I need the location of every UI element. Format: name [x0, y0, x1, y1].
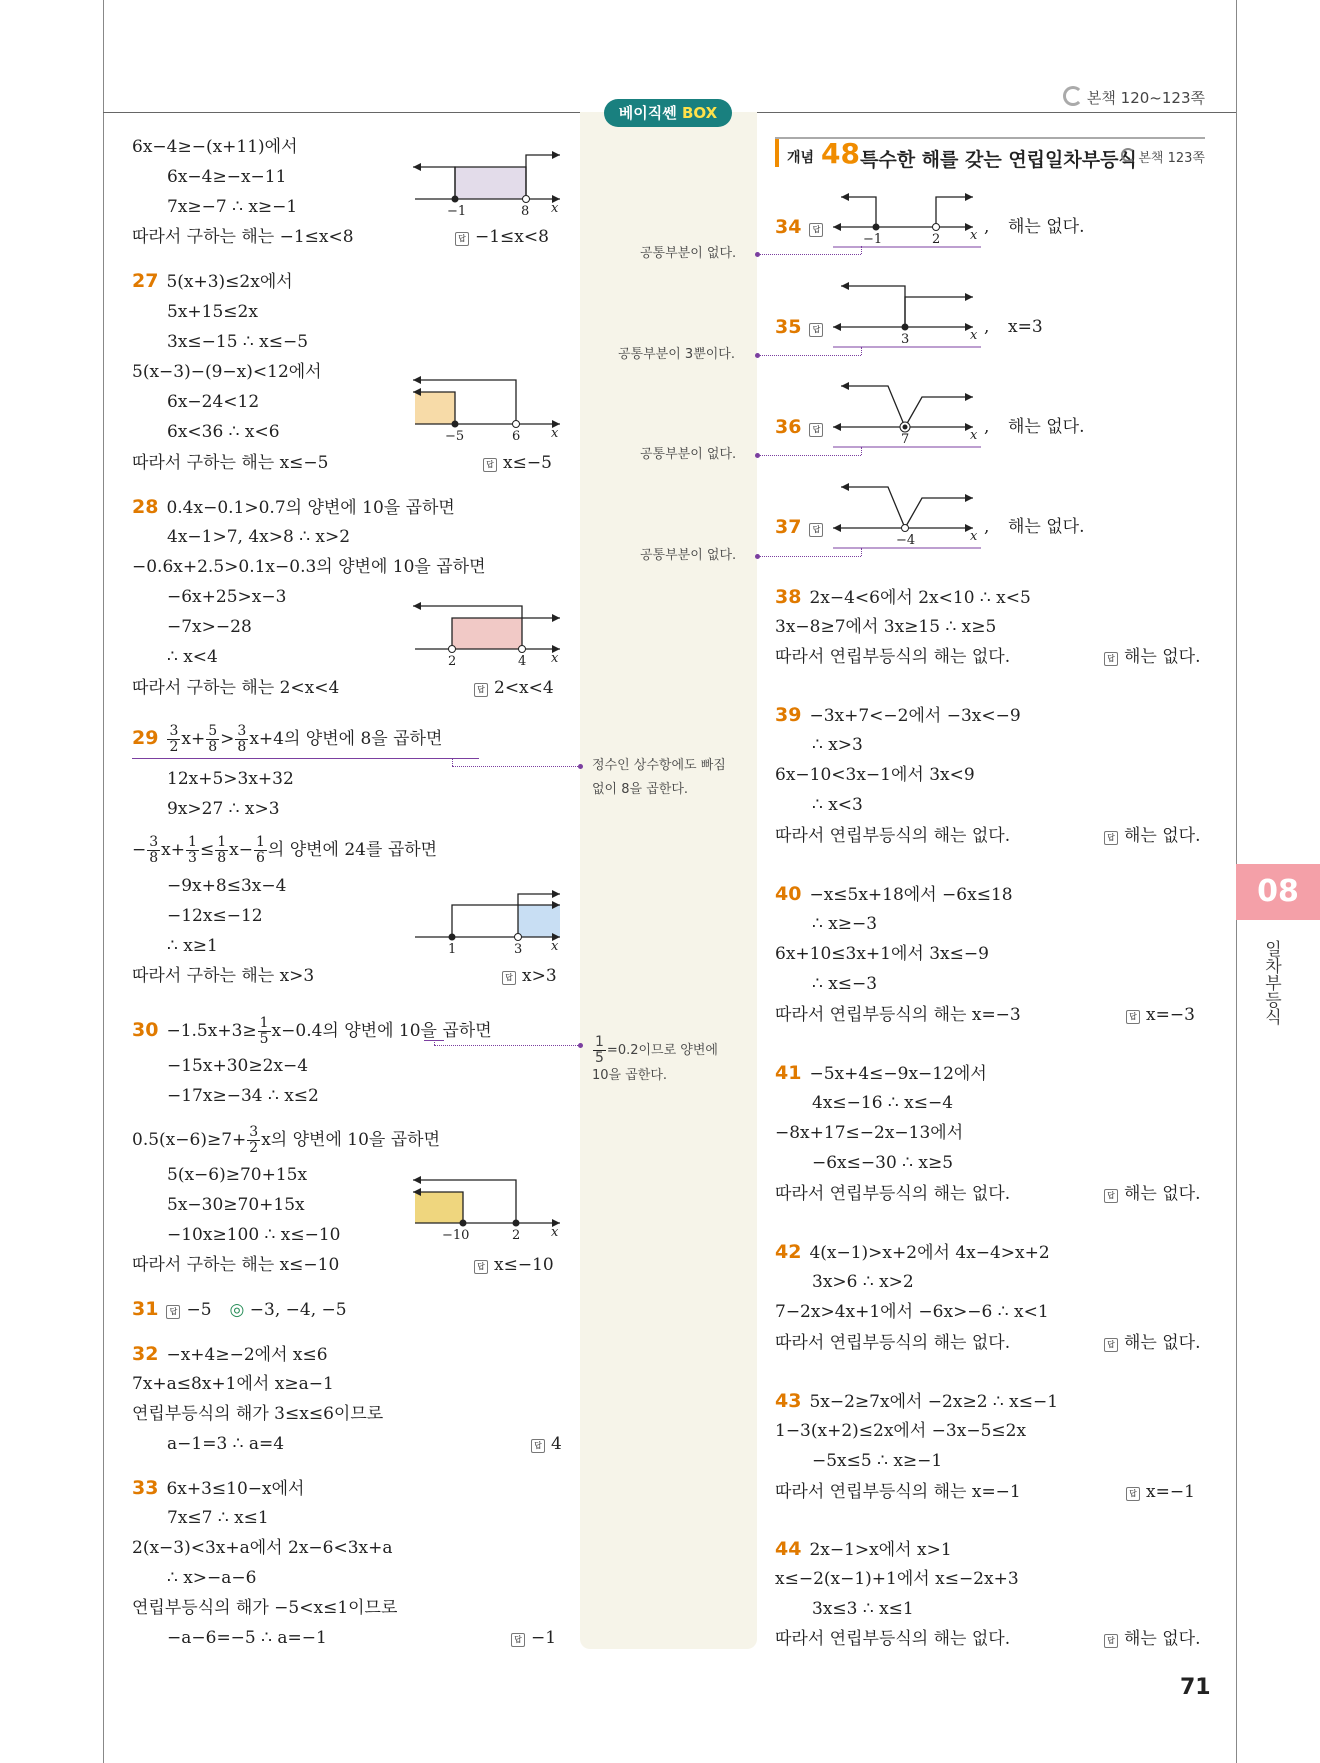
- line: 6x−24<12: [167, 392, 260, 412]
- fraction: $\frac{1}{3}$: [188, 834, 197, 866]
- line: − $\frac{3}{8}$ x+ $\frac{1}{3}$ ≤ $\frac{1}{8}$ x− $\frac{1}{6}$ 의 양변에 24를 곱하면: [132, 834, 438, 866]
- line: 7x≥−7 ∴ x≥−1: [167, 197, 298, 217]
- note-36: 공통부분이 없다.: [640, 447, 737, 462]
- fraction: $\frac{3}{2}$: [249, 1124, 259, 1156]
- problem-27: 27 5(x+3)≤2x에서: [132, 270, 293, 292]
- answer-29: 답 x>3: [502, 965, 557, 987]
- line: x≤−2(x−1)+1에서 x≤−2x+3: [775, 1569, 1019, 1589]
- line: 3x>6 ∴ x>2: [812, 1272, 914, 1292]
- basic-box-tag: 베이직쎈 BOX: [604, 99, 732, 127]
- axis-label: x: [551, 201, 559, 216]
- number-line-26: [415, 155, 565, 219]
- result-35: x=3: [1008, 317, 1043, 337]
- closed-dot: [513, 1220, 520, 1227]
- tick-label: 2: [932, 232, 941, 247]
- problem-37: 37 답: [775, 516, 829, 539]
- leader-line: [434, 1040, 435, 1045]
- line: ∴ x<4: [167, 647, 218, 667]
- note-30-line2: 10을 곱한다.: [592, 1068, 668, 1083]
- answer-32: 답 4: [531, 1433, 562, 1455]
- line: 6x<36 ∴ x<6: [167, 422, 280, 442]
- leader-line: [434, 1045, 578, 1046]
- axis-label: x: [551, 939, 559, 954]
- line: 6x−10<3x−1에서 3x<9: [775, 765, 975, 785]
- header-reference: 본책 120~123쪽: [1063, 86, 1205, 108]
- closed-dot: [903, 425, 908, 430]
- leader-line: [861, 548, 862, 556]
- line: 6x−4≥−x−11: [167, 167, 287, 187]
- line: 5x+15≤2x: [167, 302, 258, 322]
- problem-34: 34 답: [775, 216, 829, 239]
- tick-label: −1: [447, 204, 467, 219]
- concept-marker: [775, 139, 779, 167]
- concept-title: 특수한 해를 갖는 연립일차부등식: [860, 149, 1137, 171]
- number-line-28: [415, 602, 565, 667]
- closed-dot: [452, 196, 459, 203]
- note-35: 공통부분이 3뿐이다.: [618, 347, 735, 362]
- fraction: $\frac{1}{6}$: [255, 834, 265, 866]
- underline: [132, 758, 479, 759]
- axis-label: x: [970, 228, 978, 243]
- chapter-label: 일차부등식: [1261, 940, 1281, 1025]
- leader-line: [760, 355, 861, 356]
- line: 따라서 구하는 해는 2<x<4: [132, 678, 340, 698]
- side-note-column: [580, 112, 757, 1649]
- fraction: $\frac{1}{8}$: [217, 834, 227, 866]
- line: 따라서 구하는 해는 x>3: [132, 966, 315, 986]
- axis-label: x: [551, 651, 559, 666]
- problem-30: 30 −1.5x+3≥ $\frac{1}{5}$ x−0.4의 양변에 10을 곱하면: [132, 1015, 492, 1047]
- line: ∴ x>−a−6: [167, 1568, 257, 1588]
- line: 9x>27 ∴ x>3: [167, 799, 280, 819]
- answer-26: 답 −1≤x<8: [455, 226, 549, 248]
- fraction: $\frac{3}{8}$: [149, 834, 159, 866]
- tick-label: −5: [445, 429, 465, 444]
- line: 0.5(x−6)≥7+ $\frac{3}{2}$ x의 양변에 10을 곱하면: [132, 1124, 440, 1156]
- answer-44: 답 해는 없다.: [1104, 1628, 1201, 1650]
- result-34: 해는 없다.: [1008, 217, 1085, 237]
- leader-line: [861, 447, 862, 455]
- tick-label: 2: [512, 1228, 521, 1243]
- fraction: $\frac{3}{2}$: [169, 723, 179, 755]
- line: ∴ x≤−3: [812, 974, 878, 994]
- answer-41: 답 해는 없다.: [1104, 1183, 1201, 1205]
- note-37: 공통부분이 없다.: [640, 548, 737, 563]
- line: 5(x−3)−(9−x)<12에서: [132, 362, 322, 382]
- line: 1−3(x+2)≤2x에서 −3x−5≤2x: [775, 1421, 1027, 1441]
- comma: ,: [984, 417, 990, 437]
- answer-39: 답 해는 없다.: [1104, 825, 1201, 847]
- leader-line: [452, 766, 578, 767]
- comma: ,: [984, 317, 990, 337]
- line: a−1=3 ∴ a=4: [167, 1434, 285, 1454]
- leader-line: [760, 455, 861, 456]
- line: 6x−4≥−(x+11)에서: [132, 137, 298, 157]
- line: −15x+30≥2x−4: [167, 1056, 309, 1076]
- problem-36: 36 답: [775, 416, 829, 439]
- leader-line: [452, 758, 453, 766]
- solution-region: [452, 618, 522, 649]
- number-line-36: [833, 382, 993, 448]
- note-30-line1: $\frac{1}{5}$ =0.2이므로 양변에: [595, 1034, 718, 1066]
- note-29-line1: 정수인 상수항에도 빠짐: [592, 758, 726, 773]
- open-dot: [515, 934, 522, 941]
- line: −10x≥100 ∴ x≤−10: [167, 1225, 341, 1245]
- leader-line: [760, 556, 861, 557]
- open-dot: [523, 196, 530, 203]
- line: 3x≤−15 ∴ x≤−5: [167, 332, 309, 352]
- tick-label: 3: [514, 942, 523, 957]
- answer-38: 답 해는 없다.: [1104, 646, 1201, 668]
- line: 5(x−6)≥70+15x: [167, 1165, 308, 1185]
- tick-label: 6: [512, 429, 521, 444]
- line: ∴ x≥1: [167, 936, 218, 956]
- tick-label: −4: [896, 533, 916, 548]
- fraction: $\frac{3}{8}$: [237, 723, 247, 755]
- answer-42: 답 해는 없다.: [1104, 1332, 1201, 1354]
- tick-label: 8: [521, 204, 530, 219]
- line: 4x≤−16 ∴ x≤−4: [812, 1093, 954, 1113]
- problem-44: 44 2x−1>x에서 x>1: [775, 1538, 952, 1560]
- closed-dot: [449, 934, 456, 941]
- line: −6x+25>x−3: [167, 587, 287, 607]
- closed-dot: [902, 324, 909, 331]
- line: 따라서 연립부등식의 해는 x=−3: [775, 1005, 1021, 1025]
- leader-line: [861, 347, 862, 355]
- tick-label: −10: [442, 1228, 470, 1243]
- number-line-37: [833, 483, 993, 549]
- answer-30: 답 x≤−10: [474, 1254, 554, 1276]
- tick-label: 1: [448, 942, 457, 957]
- problem-40: 40 −x≤5x+18에서 −6x≤18: [775, 883, 1013, 905]
- problem-32: 32 −x+4≥−2에서 x≤6: [132, 1343, 328, 1365]
- tick-label: 2: [448, 654, 457, 669]
- axis-label: x: [970, 328, 978, 343]
- problem-42: 42 4(x−1)>x+2에서 4x−4>x+2: [775, 1241, 1050, 1263]
- solution-region: [415, 392, 455, 424]
- left-margin-line: [103, 0, 104, 1763]
- result-37: 해는 없다.: [1008, 517, 1085, 537]
- note-bullet: [578, 1043, 583, 1048]
- line: −17x≥−34 ∴ x≤2: [167, 1086, 319, 1106]
- solution-region: [455, 167, 526, 199]
- line: −5x≤5 ∴ x≥−1: [812, 1451, 943, 1471]
- note-29-line2: 없이 8을 곱한다.: [592, 782, 689, 797]
- number-line-27: [415, 380, 565, 444]
- problem-41: 41 −5x+4≤−9x−12에서: [775, 1062, 987, 1084]
- problem-38: 38 2x−4<6에서 2x<10 ∴ x<5: [775, 586, 1031, 608]
- line: 따라서 연립부등식의 해는 없다.: [775, 1184, 1011, 1204]
- open-dot: [513, 421, 520, 428]
- line: 따라서 구하는 해는 −1≤x<8: [132, 227, 354, 247]
- line: 12x+5>3x+32: [167, 769, 294, 789]
- note-34: 공통부분이 없다.: [640, 246, 737, 261]
- problem-43: 43 5x−2≥7x에서 −2x≥2 ∴ x≤−1: [775, 1390, 1059, 1412]
- line: 따라서 구하는 해는 x≤−10: [132, 1255, 340, 1275]
- fraction: $\frac{5}{8}$: [208, 723, 218, 755]
- tick-label: 7: [901, 432, 910, 447]
- number-line-30: [415, 1176, 565, 1241]
- axis-label: x: [551, 426, 559, 441]
- line: 연립부등식의 해가 3≤x≤6이므로: [132, 1404, 384, 1424]
- solution-region: [415, 1192, 463, 1223]
- note-bullet: [578, 764, 583, 769]
- line: −7x>−28: [167, 617, 252, 637]
- number-line-34: [833, 193, 993, 248]
- number-line-35: [833, 282, 993, 348]
- line: 2(x−3)<3x+a에서 2x−6<3x+a: [132, 1538, 393, 1558]
- open-dot: [519, 646, 526, 653]
- closed-dot: [460, 1220, 467, 1227]
- solution-region: [518, 905, 560, 937]
- comma: ,: [984, 217, 990, 237]
- line: 5x−30≥70+15x: [167, 1195, 305, 1215]
- comma: ,: [984, 517, 990, 537]
- line: −8x+17≤−2x−13에서: [775, 1123, 964, 1143]
- answer-28: 답 2<x<4: [474, 677, 554, 699]
- line: 4x−1>7, 4x>8 ∴ x>2: [167, 527, 351, 547]
- target-icon: ◎: [229, 1300, 245, 1320]
- axis-label: x: [970, 529, 978, 544]
- open-dot: [902, 525, 909, 532]
- line: 7x≤7 ∴ x≤1: [167, 1508, 269, 1528]
- problem-28: 28 0.4x−0.1>0.7의 양변에 10을 곱하면: [132, 496, 455, 518]
- tick-label: 4: [518, 654, 527, 669]
- problem-39: 39 −3x+7<−2에서 −3x<−9: [775, 704, 1021, 726]
- chapter-tab[interactable]: 08: [1236, 864, 1320, 920]
- line: ∴ x<3: [812, 795, 863, 815]
- tick-label: 3: [901, 332, 910, 347]
- concept-header: 개념 48 특수한 해를 갖는 연립일차부등식 본책 123쪽: [775, 137, 1205, 173]
- line: 따라서 연립부등식의 해는 없다.: [775, 647, 1011, 667]
- line: −0.6x+2.5>0.1x−0.3의 양변에 10을 곱하면: [132, 557, 486, 577]
- open-dot: [449, 646, 456, 653]
- open-dot: [933, 224, 940, 231]
- closed-dot: [873, 224, 880, 231]
- line: 7−2x>4x+1에서 −6x>−6 ∴ x<1: [775, 1302, 1049, 1322]
- line: 따라서 연립부등식의 해는 x=−1: [775, 1482, 1021, 1502]
- line: 따라서 구하는 해는 x≤−5: [132, 453, 329, 473]
- answer-40: 답 x=−3: [1126, 1004, 1195, 1026]
- line: ∴ x>3: [812, 735, 863, 755]
- fraction: $\frac{1}{5}$: [595, 1034, 604, 1066]
- line: −6x≤−30 ∴ x≥5: [812, 1153, 954, 1173]
- answer-33: 답 −1: [511, 1627, 556, 1649]
- page-number: 71: [1180, 1675, 1211, 1700]
- line: 3x−8≥7에서 3x≥15 ∴ x≥5: [775, 617, 997, 637]
- line: −9x+8≤3x−4: [167, 876, 287, 896]
- refresh-icon: [1063, 86, 1083, 106]
- result-36: 해는 없다.: [1008, 417, 1085, 437]
- line: 따라서 연립부등식의 해는 없다.: [775, 1629, 1011, 1649]
- refresh-icon: [1121, 148, 1135, 162]
- axis-label: x: [970, 428, 978, 443]
- concept-reference: 본책 123쪽: [1121, 147, 1205, 166]
- leader-line: [760, 254, 861, 255]
- problem-31: 31 답 −5 ◎ −3, −4, −5: [132, 1298, 347, 1320]
- answer-43: 답 x=−1: [1126, 1481, 1195, 1503]
- line: 따라서 연립부등식의 해는 없다.: [775, 826, 1011, 846]
- line: −a−6=−5 ∴ a=−1: [167, 1628, 327, 1648]
- closed-dot: [452, 421, 459, 428]
- answer-27: 답 x≤−5: [483, 452, 552, 474]
- line: 연립부등식의 해가 −5<x≤1이므로: [132, 1598, 398, 1618]
- line: ∴ x≥−3: [812, 914, 878, 934]
- line: −12x≤−12: [167, 906, 263, 926]
- problem-35: 35 답: [775, 316, 829, 339]
- problem-33: 33 6x+3≤10−x에서: [132, 1477, 305, 1499]
- axis-label: x: [551, 1225, 559, 1240]
- line: 6x+10≤3x+1에서 3x≤−9: [775, 944, 989, 964]
- tick-label: −1: [863, 232, 883, 247]
- line: 따라서 연립부등식의 해는 없다.: [775, 1333, 1011, 1353]
- problem-29: 29 $\frac{3}{2}$ x+ $\frac{5}{8}$ > $\frac{3}{8}$ x+4의 양변에 8을 곱하면: [132, 723, 443, 755]
- line: 3x≤3 ∴ x≤1: [812, 1599, 914, 1619]
- fraction: $\frac{1}{5}$: [259, 1015, 269, 1047]
- line: 7x+a≤8x+1에서 x≥a−1: [132, 1374, 334, 1394]
- number-line-29: [415, 890, 565, 955]
